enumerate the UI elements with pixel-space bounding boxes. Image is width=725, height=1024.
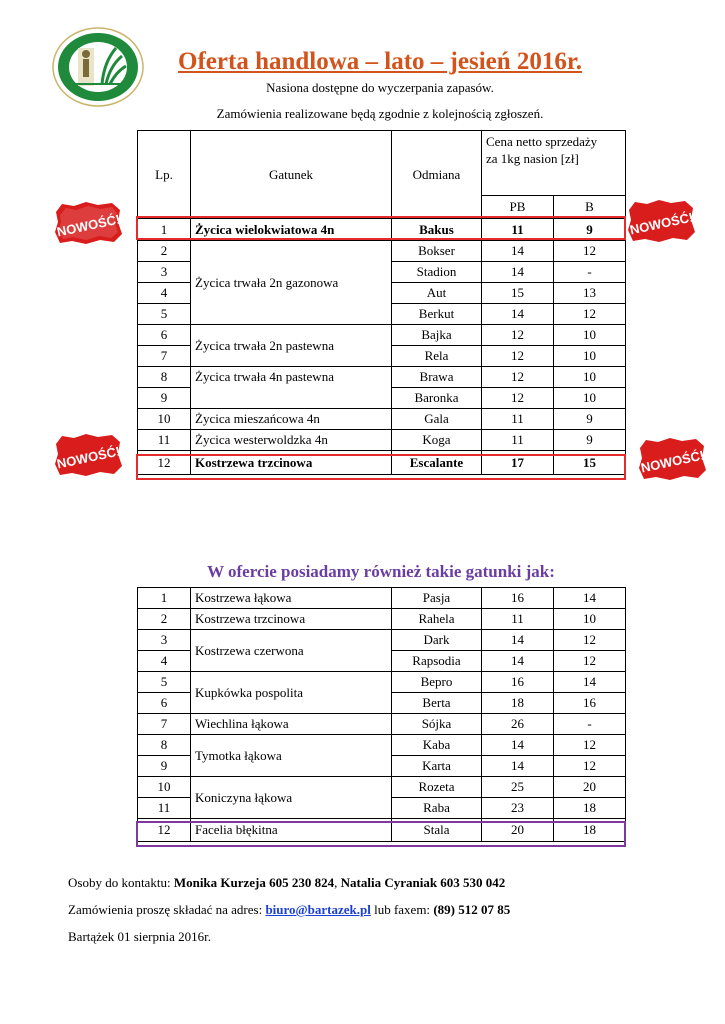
section2-title: W ofercie posiadamy również takie gatunki jak: [207,562,555,581]
page-subtitle: Nasiona dostępne do wyczerpania zapasów. [266,80,494,95]
row-lp: 6 [138,693,191,714]
row-lp: 11 [138,430,191,451]
row-lp: 10 [138,777,191,798]
new-stamp-icon [625,198,697,244]
row-pb: 14 [482,756,554,777]
row-b: 14 [554,588,626,609]
row-gatunek: Kostrzewa trzcinowa [191,609,392,630]
stamp-label: NOWOŚĆ! [55,443,122,472]
row-b: 18 [554,819,626,842]
row-lp: 3 [138,262,191,283]
row-lp: 1 [138,588,191,609]
table-row [138,672,626,693]
row-b: 20 [554,777,626,798]
row-pb: 16 [482,588,554,609]
fax-number: (89) 512 07 85 [433,902,511,917]
row-odmiana: Stadion [392,262,482,283]
contact-person-1: Monika Kurzeja 605 230 824 [173,875,335,890]
row-b: 9 [554,219,626,241]
row-odmiana: Rozeta [392,777,482,798]
row-b: 12 [554,651,626,672]
row-lp: 1 [138,219,191,241]
date-line: Bartążek 01 sierpnia 2016r. [68,929,211,944]
company-logo [50,26,146,108]
row-pb: 14 [482,262,554,283]
row-pb: 12 [482,346,554,367]
row-b: 18 [554,798,626,819]
row-lp: 3 [138,630,191,651]
header-odmiana: Odmiana [392,131,482,219]
row-b: 14 [554,672,626,693]
offer-table [137,130,626,475]
table-row [138,241,626,262]
row-b: 12 [554,241,626,262]
row-pb: 14 [482,735,554,756]
row-b: 9 [554,430,626,451]
row-lp: 8 [138,735,191,756]
row-pb: 11 [482,219,554,241]
table-row [138,630,626,651]
email-link[interactable]: biuro@bartazek.pl [265,902,371,917]
row-b: 16 [554,693,626,714]
row-b: 13 [554,283,626,304]
row-lp: 5 [138,672,191,693]
row-lp: 4 [138,283,191,304]
header-price [482,131,626,196]
row-pb: 11 [482,409,554,430]
row-b: 12 [554,735,626,756]
row-b: 12 [554,630,626,651]
row-odmiana: Sójka [392,714,482,735]
row-lp: 2 [138,609,191,630]
row-lp: 2 [138,241,191,262]
table-row [138,609,626,630]
additional-offer-table [137,587,626,842]
new-product-highlight [136,454,626,480]
row-pb: 12 [482,367,554,388]
new-stamp-icon [52,200,124,246]
row-odmiana: Brawa [392,367,482,388]
header-gatunek: Gatunek [191,131,392,219]
row-b: 10 [554,609,626,630]
row-odmiana: Rahela [392,609,482,630]
new-stamp-icon [52,432,124,478]
table-row [138,714,626,735]
row-odmiana: Aut [392,283,482,304]
row-gatunek: Życica wielokwiatowa 4n [191,219,392,241]
header-lp: Lp. [138,131,191,219]
row-lp: 12 [138,451,191,475]
row-odmiana: Karta [392,756,482,777]
row-lp: 8 [138,367,191,388]
row-pb: 11 [482,609,554,630]
row-gatunek: Życica trwała 2n pastewna [191,325,392,367]
row-odmiana: Bokser [392,241,482,262]
row-gatunek: Życica westerwoldzka 4n [191,430,392,451]
row-b: 10 [554,367,626,388]
row-odmiana: Bepro [392,672,482,693]
row-pb: 16 [482,672,554,693]
row-b: 10 [554,388,626,409]
row-pb: 15 [482,283,554,304]
table-row [138,777,626,798]
row-odmiana: Berta [392,693,482,714]
table-row [138,325,626,346]
row-b: 15 [554,451,626,475]
contact-line [68,875,505,891]
row-pb: 14 [482,241,554,262]
row-gatunek: Koniczyna łąkowa [191,777,392,819]
row-pb: 26 [482,714,554,735]
row-b: 12 [554,756,626,777]
row-pb: 14 [482,651,554,672]
row-odmiana: Rela [392,346,482,367]
row-b: - [554,262,626,283]
row-gatunek: Życica trwała 2n gazonowa [191,241,392,325]
table-row [138,735,626,756]
row-odmiana: Gala [392,409,482,430]
page-title: Oferta handlowa – lato – jesień 2016r. [178,48,582,75]
row-odmiana: Baronka [392,388,482,409]
row-odmiana: Pasja [392,588,482,609]
row-gatunek: Wiechlina łąkowa [191,714,392,735]
row-odmiana: Bakus [392,219,482,241]
row-pb: 14 [482,630,554,651]
stamp-label: NOWOŚĆ! [639,447,706,476]
contact-person-2: Natalia Cyraniak 603 530 042 [340,875,506,890]
row-pb: 12 [482,388,554,409]
row-odmiana: Berkut [392,304,482,325]
row-odmiana: Koga [392,430,482,451]
row-odmiana: Kaba [392,735,482,756]
row-b: 12 [554,304,626,325]
row-pb: 11 [482,430,554,451]
row-odmiana: Bajka [392,325,482,346]
row-b: - [554,714,626,735]
row-gatunek: Kostrzewa łąkowa [191,588,392,609]
row-lp: 9 [138,388,191,409]
row-highlight [136,821,626,847]
header-price-line2: za 1kg nasion [zł] [486,151,579,166]
row-lp: 4 [138,651,191,672]
row-pb: 12 [482,325,554,346]
row-gatunek: Facelia błękitna [191,819,392,842]
stamp-label: NOWOŚĆ! [628,209,695,238]
row-lp: 11 [138,798,191,819]
row-pb: 17 [482,451,554,475]
row-lp: 12 [138,819,191,842]
row-odmiana: Stala [392,819,482,842]
table-row [138,367,626,388]
row-gatunek: Życica trwała 4n pastewna [191,367,392,409]
fax-label: lub faxem: [370,902,434,917]
row-b: 9 [554,409,626,430]
row-lp: 5 [138,304,191,325]
row-b: 10 [554,346,626,367]
row-gatunek: Kostrzewa czerwona [191,630,392,672]
row-lp: 9 [138,756,191,777]
row-gatunek: Kostrzewa trzcinowa [191,451,392,475]
order-label: Zamówienia proszę składać na adres: [68,902,266,917]
header-b: B [554,196,626,219]
stamp-label: NOWOŚĆ! [55,211,122,240]
row-lp: 10 [138,409,191,430]
header-pb: PB [482,196,554,219]
row-pb: 23 [482,798,554,819]
row-gatunek: Kupkówka pospolita [191,672,392,714]
row-pb: 20 [482,819,554,842]
new-product-highlight [136,216,626,240]
row-odmiana: Raba [392,798,482,819]
order-line [68,902,510,918]
row-odmiana: Escalante [392,451,482,475]
order-notice: Zamówienia realizowane będą zgodnie z kolejnością zgłoszeń. [216,106,544,121]
table-row [138,588,626,609]
row-gatunek: Tymotka łąkowa [191,735,392,777]
row-odmiana: Dark [392,630,482,651]
new-stamp-icon [636,436,708,482]
row-lp: 6 [138,325,191,346]
row-pb: 25 [482,777,554,798]
row-odmiana: Rapsodia [392,651,482,672]
row-lp: 7 [138,714,191,735]
row-b: 10 [554,325,626,346]
row-pb: 14 [482,304,554,325]
header-price-line1: Cena netto sprzedaży [486,134,598,149]
table-row [138,430,626,451]
row-lp: 7 [138,346,191,367]
contact-label: Osoby do kontaktu: [68,875,174,890]
row-gatunek: Życica mieszańcowa 4n [191,409,392,430]
table-row [138,409,626,430]
contact-separator: , [334,875,341,890]
row-pb: 18 [482,693,554,714]
